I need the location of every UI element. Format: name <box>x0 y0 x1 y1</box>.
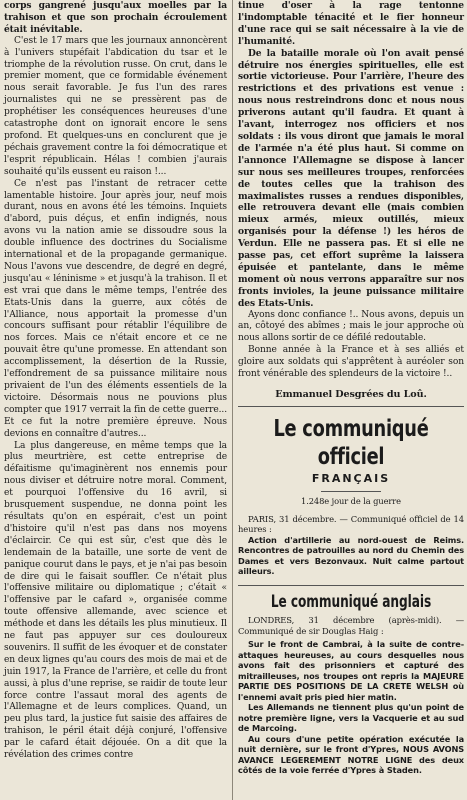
left-paragraph-2: C'est le 17 mars que les journaux annoncèrent à l'univers stupéfait l'abdication du tsar et le triomphe de la révolution russe. On crut, dans le premier moment, que ce formidable événement nous serait favorable. Je fus l'un des rares journalistes qui ne se pressèrent pas de prophétiser les conséquences heureuses d'une catastrophe dont on ignorait encore le sens profond. Et quelques-uns en conclurent que je péchais gravement contre la foi démocratique et l'esprit républicain. Hélas ! combien j'aurais souhaité qu'ils eussent eu raison !... <box>4 35 227 177</box>
communique-en-paragraph-3: Au cours d'une petite opération exécutée la nuit dernière, sur le front d'Ypres, NOUS AVONS AVANCE LEGEREMENT NOTRE LIGNE des deux côtés de la voie ferrée d'Ypres à Staden. <box>238 733 464 776</box>
left-column <box>4 0 227 762</box>
right-column <box>238 0 464 776</box>
communique-en-paragraph-2: Les Allemands ne tiennent plus qu'un point de notre première ligne, vers la Vacquerie et au sud de Marcoing. <box>238 702 464 734</box>
communique-en-dateline: LONDRES, 31 décembre (après-midi). — Communiqué de sir Douglas Haig : <box>238 615 464 636</box>
right-paragraph-2: De la bataille morale où l'on avait pensé détruire nos énergies spirituelles, elle est sortie victorieuse. Pour l'arrière, l'heure des restrictions et des privations est venue : nous nous restreindrons donc et nous nous priverons autant qu'il faudra. Et quant à l'avant, interrogez nos officiers et nos soldats : ils vous diront que jamais le moral de l'armée n'a été plus haut. Si comme on l'annonce l'Allemagne se dispose à lancer sur nous ses meilleures troupes, renforcées de toutes celles que la trahison des maximalistes russes a rendues disponibles, elle retrouvera devant elle (mais combien mieux armés, mieux outillés, mieux organisés pour la défense !) les héros de Verdun. Elle ne passera pas. Et si elle ne passe pas, cet effort suprême la laissera épuisée et pantelante, dans le même moment où nous verrons apparaître sur nos fronts invioles, la jeune puissance militaire des Etats-Unis. <box>238 47 464 309</box>
communique-anglais-title: Le communiqué anglais <box>270 591 432 611</box>
left-paragraph-3: Ce n'est pas l'instant de retracer cette lamentable histoire. Jour après jour, neuf mois durant, nous en avons été les témoins. Inquiets d'abord, puis déçus, et enfin indignés, nous avons vu la nation amie se dissoudre sous la double influence des doctrines du Socialisme international et de la propagande germanique. Nous l'avons vue descendre, de degré en degré, jusqu'au « léninisme » et jusqu'à la trahison. Il et est vrai que dans le même temps, l'entrée des Etats-Unis dans la guerre, aux côtés de l'Alliance, nous apportait la promesse d'un concours suffisant pour rétablir l'équilibre de nos forces. Mais ce n'était encore et ce ne pouvait être qu'une promesse. En attendant son accomplissement, la désertion de la Russie, l'effondrement de sa puissance militaire nous privaient de l'un des éléments essentiels de la victoire. Désormais nous ne pouvions plus compter que 1917 verrait la fin de cette guerre... Et ce fut la notre première épreuve. Nous devions en connaître d'autres... <box>4 178 227 439</box>
communique-fr-dateline: PARIS, 31 décembre. — Communiqué officiel de 14 heures : <box>238 513 464 535</box>
communique-subtitle: FRANÇAIS <box>311 471 391 485</box>
communique-title: Le communiqué officiel <box>273 415 429 470</box>
left-paragraph-1: corps gangrené jusqu'aux moelles par la trahison et que son prochain écroulement était inévitable. <box>4 0 227 35</box>
communique-fr-body: Action d'artillerie au nord-ouest de Reims. Rencontres de patrouilles au nord du Chemin des Dames et vers Bezonvaux. Nuit calme partout ailleurs. <box>238 534 464 577</box>
left-paragraph-4: La plus dangereuse, en même temps que la plus meurtrière, est cette entreprise de défaitisme qu'imaginèrent nos ennemis pour nous diviser et détruire notre moral. Comment, et pourquoi l'offensive du 16 avril, si brusquement suspendue, ne donna point les résultats qu'on en espérait, c'est un point d'histoire qu'il n'est pas dans nos moyens d'éclaircir. Ce qui est sûr, c'est que dès le lendemain de la bataille, une sorte de vent de panique courut dans le pays, et je n'ai pas besoin de dire qui le faisait souffler. Ce n'était plus l'offensive militaire ou diplomatique ; c'était « l'offensive par le cafard », organisée comme toute offensive allemande, avec science et méthode et dans les détails les plus minutieux. Il ne faut pas appuyer sur ces douloureux souvenirs. Il suffit de les évoquer et de constater en deux lignes qu'au cours des mois de mai et de juin 1917, la France de l'arrière, et celle du front aussi, à plus d'une reprise, se raidir de toute leur force contre l'assaut moral des agents de l'Allemagne et de leurs complices. Quand, un peu plus tard, la justice fut saisie des affaires de trahison, le péril était déjà conjuré, l'offensive par le cafard était déjouée. On a dit que la révélation des crimes contre <box>4 440 227 761</box>
war-day-line: 1.248e jour de la guerre <box>301 495 401 506</box>
right-paragraph-3: Ayons donc confiance !.. Nous avons, depuis un an, côtoyé des abîmes ; mais le jour approche où nous allons sortir de ce défilé redoutable. <box>238 309 464 344</box>
short-rule <box>321 491 381 492</box>
column-divider <box>232 0 233 800</box>
section-rule <box>238 406 464 407</box>
right-paragraph-4: Bonne année à la France et à ses alliés et gloire aux soldats qui s'apprêtent à auréoler son front vénérable des splendeurs de la victoire !.. <box>238 345 464 380</box>
section-rule-2 <box>238 585 464 586</box>
communique-en-paragraph-1: Sur le front de Cambrai, à la suite de contre-attaques heureuses, au cours desquelles nous avons fait des prisonniers et capturé des mitrailleuses, nos troupes ont repris la MAJEURE PARTIE DES POSITIONS DE LA CRETE WELSH où l'ennemi avait pris pied hier matin. <box>238 639 464 702</box>
article-signature: Emmanuel Desgrées du Loû. <box>275 389 427 400</box>
right-paragraph-1: tinue d'oser à la rage tentonne l'indomptable ténacité et le fier honneur d'une race qui se sait nécessaire à la vie de l'humanité. <box>238 0 464 47</box>
